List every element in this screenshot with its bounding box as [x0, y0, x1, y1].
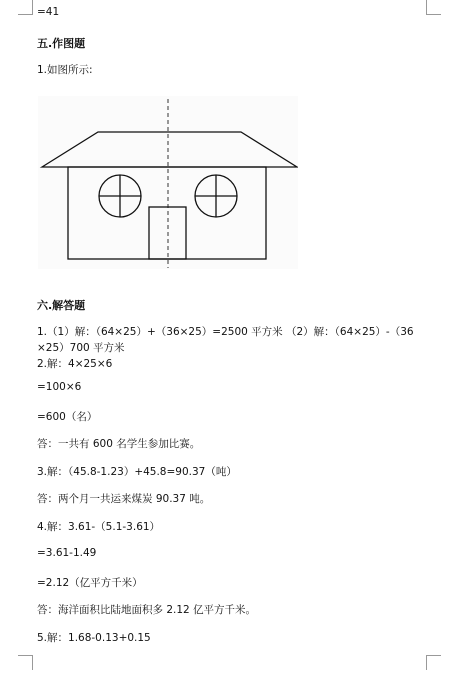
- answer-3-conclusion: 答：两个月一共运来煤炭 90.37 吨。: [37, 493, 211, 505]
- answer-2-conclusion: 答：一共有 600 名学生参加比赛。: [37, 438, 201, 450]
- crop-mark-top-left: [18, 0, 33, 15]
- answer-3-line-1: 3.解：（45.8-1.23）+45.8=90.37（吨）: [37, 466, 237, 478]
- answer-2-line-3: =600（名）: [37, 411, 98, 423]
- answer-4-line-2: =3.61-1.49: [37, 547, 97, 559]
- crop-mark-top-right: [426, 0, 441, 15]
- answer-4-line-3: =2.12（亿平方千米）: [37, 577, 143, 589]
- crop-mark-bottom-left: [18, 655, 33, 670]
- answer-2-line-1: 2.解：4×25×6: [37, 358, 113, 370]
- answer-1-line-1: 1.（1）解：（64×25）+（36×25）=2500 平方米 （2）解：（64×25）-（36: [37, 326, 414, 338]
- answer-5-line-1: 5.解：1.68-0.13+0.15: [37, 632, 151, 644]
- top-result-line: =41: [37, 6, 60, 18]
- answer-1-line-2: ×25）700 平方米: [37, 342, 125, 354]
- right-window: [195, 175, 237, 217]
- answer-4-line-1: 4.解：3.61-（5.1-3.61）: [37, 521, 161, 533]
- question-1-text: 1.如图所示:: [37, 64, 93, 76]
- left-window: [99, 175, 141, 217]
- house-figure: [38, 96, 298, 269]
- answer-4-conclusion: 答：海洋面积比陆地面积多 2.12 亿平方千米。: [37, 604, 257, 616]
- answer-2-line-2: =100×6: [37, 381, 82, 393]
- section-5-heading: 五.作图题: [37, 37, 86, 50]
- section-6-heading: 六.解答题: [37, 299, 86, 312]
- crop-mark-bottom-right: [426, 655, 441, 670]
